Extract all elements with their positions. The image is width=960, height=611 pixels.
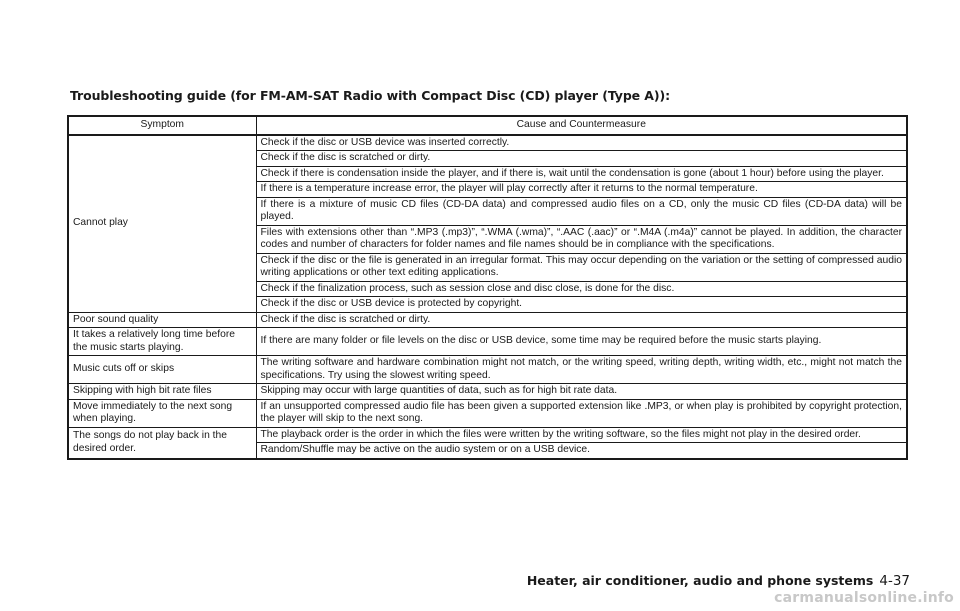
page-title: Troubleshooting guide (for FM-AM-SAT Radio with Compact Disc (CD) player (Type A)): bbox=[70, 88, 670, 103]
page-footer bbox=[527, 570, 910, 589]
symptom-cell: Poor sound quality bbox=[68, 312, 256, 328]
watermark: carmanualsonline.info bbox=[774, 590, 954, 606]
cause-cell: The writing software and hardware combination might not match, or the writing speed, writing depth, writing width, etc., might not match the specifications. Try using the slowest writing speed. bbox=[256, 356, 907, 384]
cause-column-header: Cause and Countermeasure bbox=[256, 116, 907, 135]
cause-cell: If there are many folder or file levels on the disc or USB device, some time may be required before the music starts playing. bbox=[256, 328, 907, 356]
table-row bbox=[68, 312, 907, 328]
table-body bbox=[68, 135, 907, 459]
cause-cell: Check if the finalization process, such as session close and disc close, is done for the disc. bbox=[256, 281, 907, 297]
symptom-column-header: Symptom bbox=[68, 116, 256, 135]
cause-cell: If an unsupported compressed audio file has been given a supported extension like .MP3, or when play is prohibited by copyright protection, the player will skip to the next song. bbox=[256, 399, 907, 427]
table-header-row bbox=[68, 116, 907, 135]
table-row bbox=[68, 427, 907, 443]
cause-cell: The playback order is the order in which the files were written by the writing software, so the files might not play in the desired order. bbox=[256, 427, 907, 443]
symptom-cell: Music cuts off or skips bbox=[68, 356, 256, 384]
troubleshooting-table bbox=[67, 115, 908, 460]
cause-cell: Check if the disc is scratched or dirty. bbox=[256, 312, 907, 328]
cause-cell: Check if the disc or USB device was inserted correctly. bbox=[256, 135, 907, 151]
section-title: Heater, air conditioner, audio and phone systems bbox=[526, 573, 874, 588]
cause-cell: Files with extensions other than “.MP3 (.mp3)”, “.WMA (.wma)”, “.AAC (.aac)” or “.M4A (.m4a)” cannot be played. In addition, the character codes and number of characters for folder names and file names should be in compliance with the specifications. bbox=[256, 225, 907, 253]
symptom-cell: Move immediately to the next song when playing. bbox=[68, 399, 256, 427]
table-row bbox=[68, 135, 907, 151]
cause-cell: Skipping may occur with large quantities of data, such as for high bit rate data. bbox=[256, 384, 907, 400]
symptom-cell: Cannot play bbox=[68, 135, 256, 313]
table-row bbox=[68, 356, 907, 384]
cause-cell: If there is a mixture of music CD files (CD-DA data) and compressed audio files on a CD, only the music CD files (CD-DA data) will be played. bbox=[256, 197, 907, 225]
cause-cell: Random/Shuffle may be active on the audio system or on a USB device. bbox=[256, 443, 907, 459]
cause-cell: Check if there is condensation inside the player, and if there is, wait until the condensation is gone (about 1 hour) before using the player. bbox=[256, 166, 907, 182]
cause-cell: If there is a temperature increase error, the player will play correctly after it returns to the normal temperature. bbox=[256, 182, 907, 198]
symptom-cell: It takes a relatively long time before the music starts playing. bbox=[68, 328, 256, 356]
page-number: 4-37 bbox=[879, 573, 910, 589]
table-row bbox=[68, 328, 907, 356]
cause-cell: Check if the disc or the file is generated in an irregular format. This may occur depending on the variation or the setting of compressed audio writing applications or other text editing applications. bbox=[256, 253, 907, 281]
cause-cell: Check if the disc is scratched or dirty. bbox=[256, 151, 907, 167]
table-row bbox=[68, 384, 907, 400]
table-row bbox=[68, 399, 907, 427]
symptom-cell: Skipping with high bit rate files bbox=[68, 384, 256, 400]
symptom-cell: The songs do not play back in the desired order. bbox=[68, 427, 256, 459]
cause-cell: Check if the disc or USB device is protected by copyright. bbox=[256, 297, 907, 313]
